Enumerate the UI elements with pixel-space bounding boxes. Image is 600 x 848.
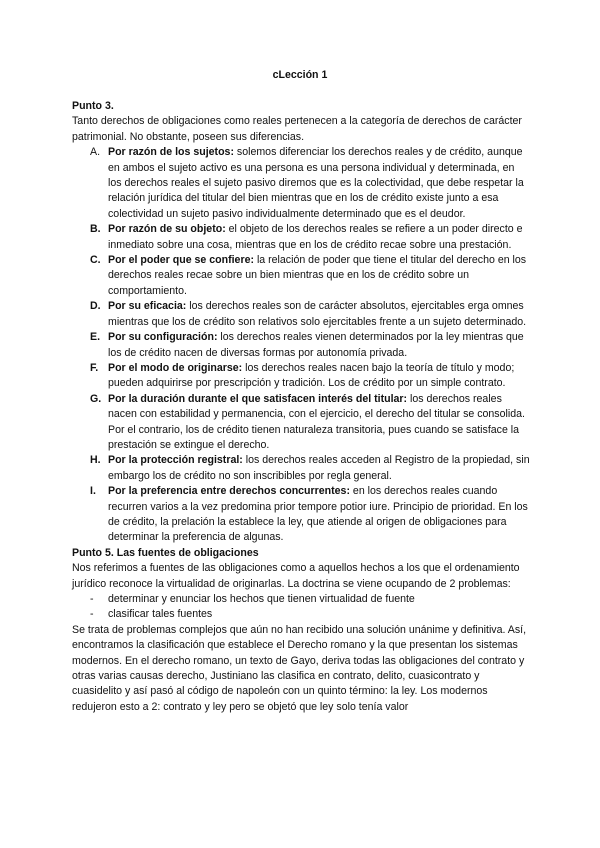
item-term: Por su configuración: [108, 331, 218, 344]
item-term: Por razón de los sujetos: [108, 146, 234, 159]
list-item [72, 299, 530, 330]
list-marker: A. [90, 146, 101, 159]
document-body [72, 99, 530, 715]
item-text: la relación de poder que tiene el titular del derecho en los derechos reales recae sobre un bien mientras que en los de crédito sobre un comportamiento. [108, 254, 527, 297]
list-marker: D. [90, 300, 101, 313]
list-item [72, 392, 530, 454]
item-term: Por la protección registral: [108, 454, 243, 467]
list-item [72, 253, 530, 299]
item-term: Por la duración durante el que satisfacen interés del titular: [108, 392, 408, 405]
list-item [72, 453, 530, 484]
item-text: los derechos reales son de carácter absolutos, ejercitables erga omnes mientras que los de crédito son relativos solo ejercitables frente a un sujeto determinado. [108, 300, 527, 328]
item-text: los derechos reales nacen bajo la teoría de título y modo; pueden adquirirse por prescripción y tradición. Los de crédito por un simple contrato. [108, 361, 515, 390]
dash-marker: - [90, 608, 94, 621]
punto5-dash-list [72, 592, 530, 623]
item-text: determinar y enunciar los hechos que tienen virtualidad de fuente [108, 593, 415, 605]
item-term: Por la preferencia entre derechos concurrentes: [108, 485, 350, 498]
item-term: Por el modo de originarse: [108, 361, 243, 374]
list-item [72, 484, 530, 546]
list-item [72, 607, 530, 622]
list-item [72, 361, 530, 392]
item-text: los derechos reales nacen con estabilidad y permanencia, con el ejercicio, el derecho del titular se consolida. Por el contrario, los de crédito tienen naturaleza transitoria, pues cuando se satisface la prestación se extingue el derecho. [108, 392, 525, 451]
item-text: el objeto de los derechos reales se refiere a un poder directo e inmediato sobre una cosa, mientras que en los de crédito recae sobre una prestación. [108, 223, 523, 251]
list-item [72, 145, 530, 222]
punto5-intro: Nos referimos a fuentes de las obligaciones como a aquellos hechos a los que el ordenamiento jurídico reconoce la virtualidad de originarlas. La doctrina se viene ocupando de 2 problemas: [72, 562, 520, 590]
punto3-heading: Punto 3. [72, 100, 114, 112]
punto5-body: Se trata de problemas complejos que aún no han recibido una solución unánime y definitiva. Así, encontramos la clasificación que establece el Derecho romano y la que presentan los sistemas modernos. En el derecho romano, un texto de Gayo, deriva todas las obligaciones del contrato y otras varias causas derecho, Justiniano las clasifica en contrato, delito, cuasicontrato y cuasidelito y así pasó al código de napoleón con un quinto término: la ley. Los modernos redujeron esto a 2: contrato y ley pero se objetó que ley solo tenía valor [72, 623, 527, 713]
item-term: Por el poder que se confiere: [108, 254, 254, 267]
list-item [72, 222, 530, 253]
punto3-intro: Tanto derechos de obligaciones como reales pertenecen a la categoría de derechos de carácter patrimonial. No obstante, poseen sus diferencias. [72, 115, 522, 143]
punto5-heading: Punto 5. Las fuentes de obligaciones [72, 546, 259, 559]
page-title: cLección 1 [272, 69, 328, 81]
list-marker: B. [90, 223, 101, 236]
item-text: clasificar tales fuentes [108, 608, 213, 621]
list-marker: G. [90, 392, 102, 405]
item-text: los derechos reales vienen determinados por la ley mientras que los de crédito nacen de diversas formas por autonomía privada. [108, 331, 524, 359]
list-item [72, 592, 530, 607]
item-text: en los derechos reales cuando recurren varios a la vez predomina prior tempore potior iure. Principio de prioridad. En los de crédito, la prelación la establece la ley, que atiende al origen de obligaciones para determinar la preferencia de algunas. [108, 485, 528, 544]
punto3-list [72, 145, 530, 546]
list-item [72, 330, 530, 361]
list-marker: C. [90, 254, 101, 267]
dash-marker: - [90, 593, 94, 605]
list-marker: F. [90, 361, 99, 374]
list-marker: I. [90, 485, 96, 498]
list-marker: E. [90, 331, 101, 344]
item-text: los derechos reales acceden al Registro de la propiedad, sin embargo los de crédito no son inscribibles por regla general. [108, 454, 530, 482]
item-term: Por razón de su objeto: [108, 223, 226, 236]
item-text: solemos diferenciar los derechos reales y de crédito, aunque en ambos el sujeto activo es una persona es una persona individual y determinada, en los derechos reales el sujeto pasivo diremos que es la colectividad, que debe respetar la relación jurídica del titular del bien mientras que en los de crédito existe junto a esa colectividad un sujeto pasivo individualmente determinado que es el deudor. [108, 146, 524, 220]
item-term: Por su eficacia: [108, 300, 187, 313]
list-marker: H. [90, 454, 101, 467]
